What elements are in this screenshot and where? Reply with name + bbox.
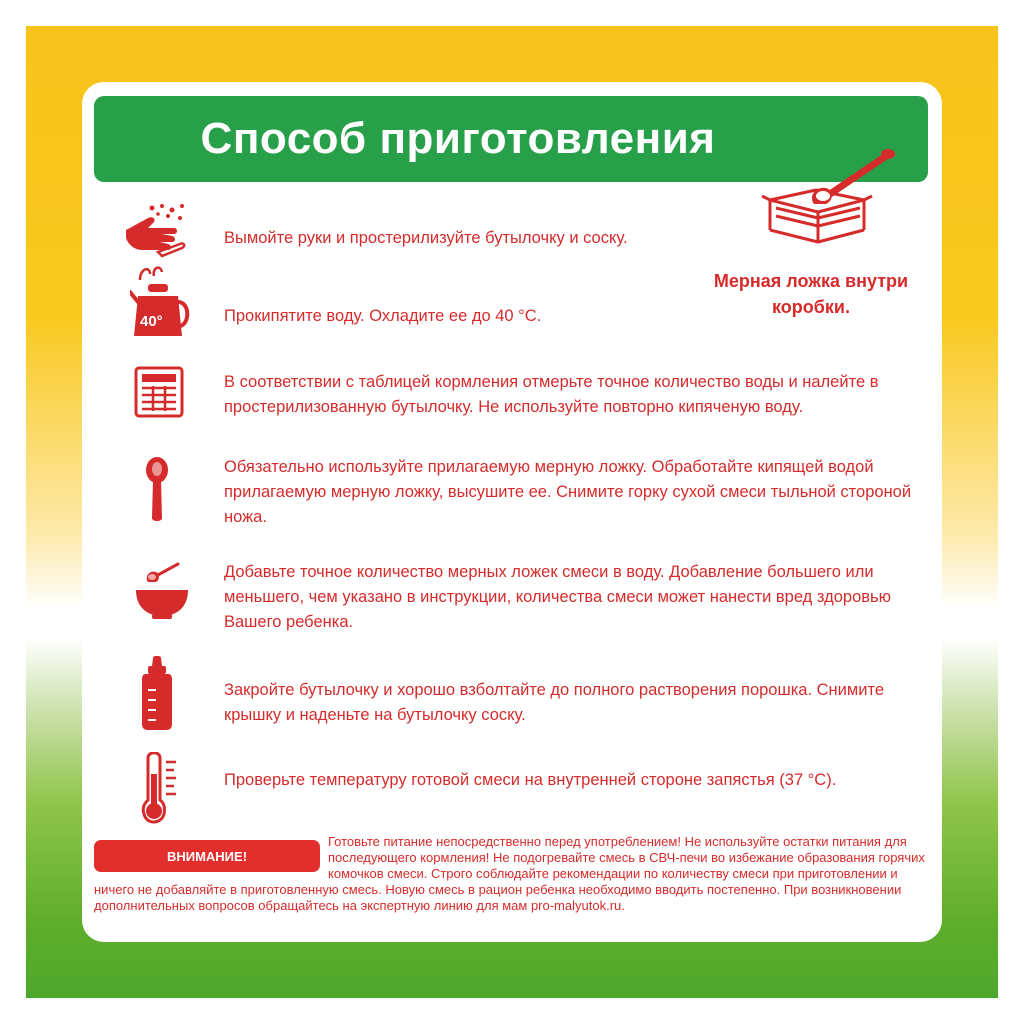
warning-text: Готовьте питание непосредственно перед употреблением! Не используйте остатки питания для последующего кормления! Не подогревайте смесь в СВЧ-печи во избежание образования горячих комочков смеси. Строго соблюдайте рекомендации по количеству смеси при приготовлении и ничего не добавляйте в приготовленную смесь. Новую смесь в рацион ребенка необходимо вводить постепенно. При возникновении дополнительных вопросов обращайтесь на экспертную линию для мам pro-malyutok.ru.	[94, 834, 925, 913]
wash-hands-icon	[122, 200, 192, 260]
step-3-text: В соответствии с таблицей кормления отмерьте точное количество воды и налейте в простерилизованную бутылочку. Не используйте повторно кипяченую воду.	[224, 373, 879, 416]
step-2-text: Прокипятите воду. Охладите ее до 40 °С.	[224, 307, 542, 325]
step-4-text: Обязательно используйте прилагаемую мерную ложку. Обработайте кипящей водой прилагаемую мерную ложку, высушите ее. Снимите горку сухой смеси тыльной стороной ножа.	[224, 458, 912, 526]
warning-badge: ВНИМАНИЕ!	[94, 840, 320, 872]
step-5-text: Добавьте точное количество мерных ложек смеси в воду. Добавление большего или меньшего, чем указано в инструкции, количества смеси может нанести вред здоровью Вашего ребенка.	[224, 563, 891, 631]
step-7-text: Проверьте температуру готовой смеси на внутренней стороне запястья (37 °С).	[224, 771, 837, 789]
scoop-note: Мерная ложка внутри коробки.	[713, 271, 909, 317]
thermometer-icon	[140, 752, 180, 824]
kettle-icon	[130, 262, 190, 340]
warning-text-block	[94, 834, 934, 914]
bowl-scoop-icon	[132, 560, 192, 620]
step-6-text: Закройте бутылочку и хорошо взболтайте до полного растворения порошка. Снимите крышку и наденьте на бутылочку соску.	[224, 681, 884, 724]
spoon-icon	[144, 456, 170, 522]
feeding-table-icon	[134, 366, 184, 418]
page-title: Способ приготовления	[200, 114, 716, 163]
kettle-temperature-label: 40°	[140, 313, 163, 330]
step-1-text: Вымойте руки и простерилизуйте бутылочку и соску.	[224, 229, 628, 247]
scoop-in-box-icon	[760, 138, 900, 258]
baby-bottle-icon	[140, 656, 174, 730]
